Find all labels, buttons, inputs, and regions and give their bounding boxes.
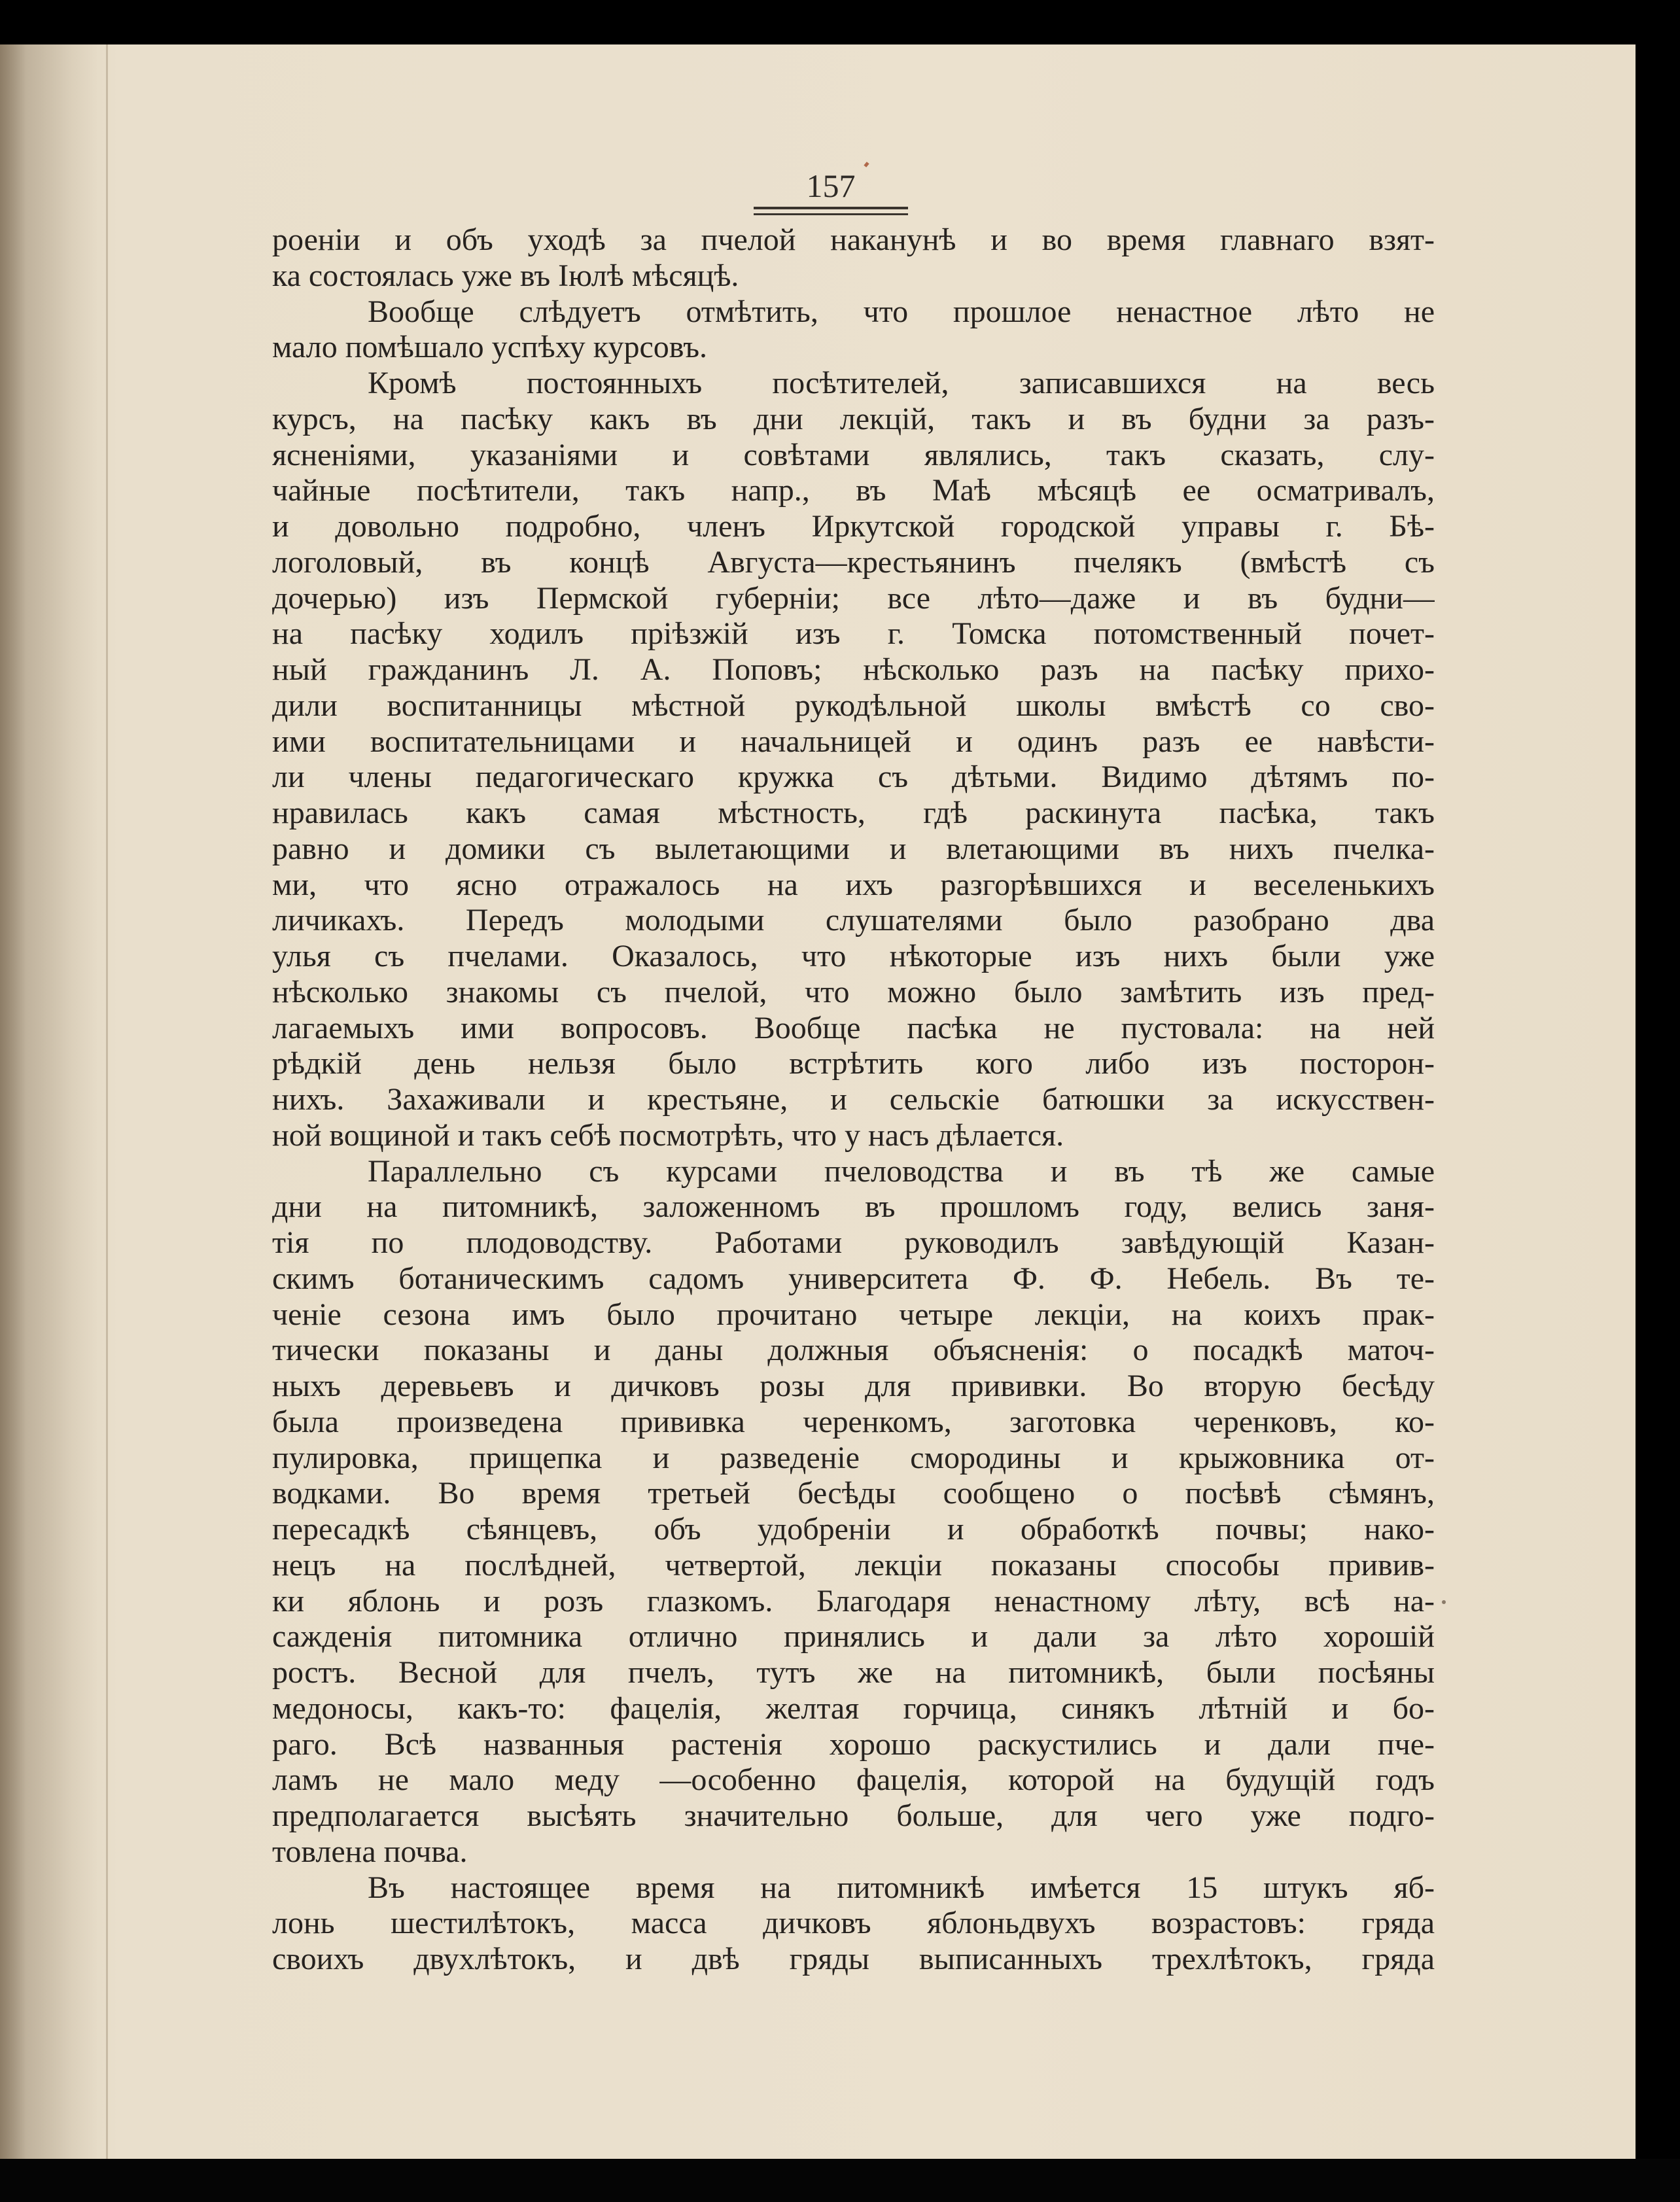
scan-border-bottom bbox=[0, 2159, 1680, 2202]
text-line: сажденiя питомника отлично принялись и дали за лѣто хорошiй bbox=[272, 1619, 1435, 1654]
text-line: мало помѣшало успѣху курсовъ. bbox=[272, 330, 708, 365]
scan-border-top bbox=[0, 0, 1680, 46]
text-line: и довольно подробно, членъ Иркутской городской управы г. Бѣ- bbox=[272, 509, 1435, 544]
text-line: нецъ на послѣдней, четвертой, лекцiи показаны способы привив- bbox=[272, 1547, 1435, 1582]
text-line: дочерью) изъ Пермской губернiи; все лѣто—даже и въ будни— bbox=[272, 580, 1435, 616]
text-line: Въ настоящее время на питомникѣ имѣется 15 штукъ яб- bbox=[368, 1870, 1435, 1905]
text-line: пересадкѣ сѣянцевъ, объ удобренiи и обработкѣ почвы; нако- bbox=[272, 1512, 1435, 1547]
text-line: ясненiями, указанiями и совѣтами являлись, такъ сказать, слу- bbox=[272, 437, 1435, 472]
text-line: нихъ. Захаживали и крестьяне, и сельскiе батюшки за искусствен- bbox=[272, 1082, 1435, 1117]
text-line: дили воспитанницы мѣстной рукодѣльной школы вмѣстѣ со сво- bbox=[272, 688, 1435, 723]
text-line: рѣдкiй день нельзя было встрѣтить кого либо изъ посторон- bbox=[272, 1046, 1435, 1081]
text-line: своихъ двухлѣтокъ, и двѣ гряды выписанныхъ трехлѣтокъ, гряда bbox=[272, 1942, 1435, 1976]
text-line: чайные посѣтители, такъ напр., въ Маѣ мѣсяцѣ ее осматривалъ, bbox=[272, 473, 1435, 508]
book-page bbox=[0, 44, 1637, 2160]
body-text bbox=[272, 222, 1435, 1978]
text-line: ки яблонь и розъ глазкомъ. Благодаря ненастному лѣту, всѣ на- bbox=[272, 1583, 1435, 1618]
header-rule bbox=[754, 213, 908, 215]
text-line: личикахъ. Передъ молодыми слушателями было разобрано два bbox=[272, 903, 1435, 938]
text-line: скимъ ботаническимъ садомъ университета Ф. Ф. Небель. Въ те- bbox=[272, 1261, 1435, 1296]
text-line: ми, что ясно отражалось на ихъ разгорѣвшихся и веселенькихъ bbox=[272, 867, 1435, 902]
text-line: медоносы, какъ-то: фацелiя, желтая горчица, синякъ лѣтнiй и бо- bbox=[272, 1690, 1435, 1726]
text-line: курсъ, на пасѣку какъ въ дни лекцiй, такъ и въ будни за разъ- bbox=[272, 401, 1435, 436]
text-line: ли члены педагогическаго кружка съ дѣтьми. Видимо дѣтямъ по- bbox=[272, 760, 1435, 795]
text-line: ка состоялась уже въ Iюлѣ мѣсяцѣ. bbox=[272, 258, 739, 293]
text-line: пулировка, прищепка и разведенiе смородины и крыжовника от- bbox=[272, 1440, 1435, 1475]
text-line: ныхъ деревьевъ и дичковъ розы для прививки. Во вторую бесѣду bbox=[272, 1369, 1435, 1403]
text-line: дни на питомникѣ, заложенномъ въ прошломъ году, велись заня- bbox=[272, 1189, 1435, 1225]
text-line: тически показаны и даны должныя объясненiя: о посадкѣ маточ- bbox=[272, 1333, 1435, 1368]
text-line: предполагается высѣять значительно больше, для чего уже подго- bbox=[272, 1798, 1435, 1833]
scan-border-right bbox=[1636, 0, 1680, 2202]
text-line: нѣсколько знакомы съ пчелой, что можно было замѣтить изъ пред- bbox=[272, 974, 1435, 1009]
text-line: Вообще слѣдуетъ отмѣтить, что прошлое ненастное лѣто не bbox=[368, 294, 1435, 329]
header-rule bbox=[754, 207, 908, 209]
page-gutter-shadow bbox=[0, 44, 98, 2160]
text-line: на пасѣку ходилъ прiѣзжiй изъ г. Томска потомственный почет- bbox=[272, 616, 1435, 652]
text-line: была произведена прививка черенкомъ, заготовка черенковъ, ко- bbox=[272, 1404, 1435, 1439]
text-line: Кромѣ постоянныхъ посѣтителей, записавшихся на весь bbox=[368, 366, 1435, 400]
text-line: лонь шестилѣтокъ, масса дичковъ яблоньдвухъ возрастовъ: гряда bbox=[272, 1906, 1435, 1941]
text-line: Параллельно съ курсами пчеловодства и въ тѣ же самые bbox=[368, 1153, 1435, 1189]
paper-speck bbox=[1442, 1600, 1446, 1604]
text-line: логоловый, въ концѣ Августа—крестьянинъ пчелякъ (вмѣстѣ съ bbox=[272, 544, 1435, 580]
text-line: ламъ не мало меду —особенно фацелiя, которой на будущiй годъ bbox=[272, 1762, 1435, 1798]
text-line: лагаемыхъ ими вопросовъ. Вообще пасѣка не пустовала: на ней bbox=[272, 1010, 1435, 1045]
text-line: равно и домики съ вылетающими и влетающими въ нихъ пчелка- bbox=[272, 831, 1435, 866]
text-line: ный гражданинъ Л. А. Поповъ; нѣсколько разъ на пасѣку прихо- bbox=[272, 652, 1435, 687]
text-line: водками. Во время третьей бесѣды сообщено о посѣвѣ сѣмянъ, bbox=[272, 1476, 1435, 1511]
text-line: раго. Всѣ названныя растенiя хорошо раскустились и дали пче- bbox=[272, 1726, 1435, 1762]
text-line: нравилась какъ самая мѣстность, гдѣ раскинута пасѣка, такъ bbox=[272, 795, 1435, 830]
text-line: роенiи и объ уходѣ за пчелой наканунѣ и во время главнаго взят- bbox=[272, 222, 1435, 257]
text-line: улья съ пчелами. Оказалось, что нѣкоторые изъ нихъ были уже bbox=[272, 939, 1435, 973]
text-line: товлена почва. bbox=[272, 1834, 468, 1869]
text-line: ими воспитательницами и начальницей и одинъ разъ ее навѣсти- bbox=[272, 724, 1435, 759]
page-number: 157 bbox=[806, 167, 856, 204]
text-line: ной вощиной и такъ себѣ посмотрѣть, что у насъ дѣлается. bbox=[272, 1117, 1064, 1153]
text-line: ростъ. Весной для пчелъ, тутъ же на питомникѣ, были посѣяны bbox=[272, 1655, 1435, 1690]
page-gutter-line bbox=[106, 44, 108, 2160]
text-line: тiя по плодоводству. Работами руководилъ завѣдующiй Казан- bbox=[272, 1225, 1435, 1260]
text-line: ченiе сезона имъ было прочитано четыре лекцiи, на коихъ прак- bbox=[272, 1297, 1435, 1332]
